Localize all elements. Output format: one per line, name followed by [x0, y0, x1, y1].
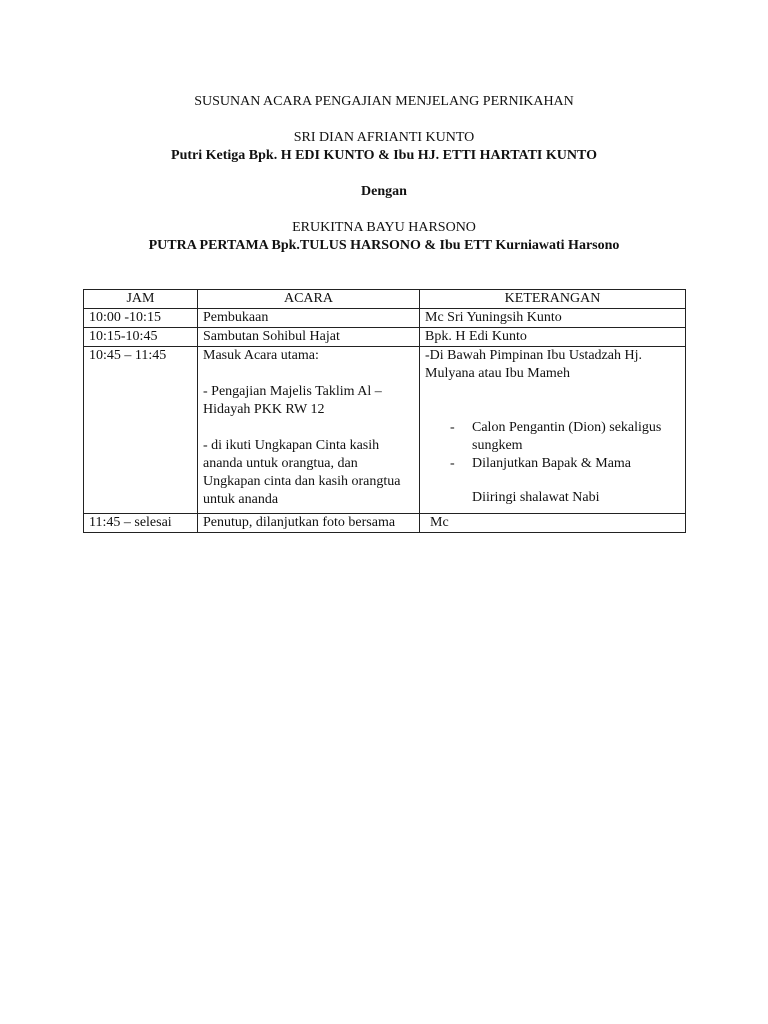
bride-parents: Putri Ketiga Bpk. H EDI KUNTO & Ibu HJ. ETTI HARTATI KUNTO	[171, 148, 597, 163]
document-title: SUSUNAN ACARA PENGAJIAN MENJELANG PERNIKAHAN	[194, 94, 574, 109]
keterangan-closing: Diiringi shalawat Nabi	[472, 490, 600, 505]
groom-name: ERUKITNA BAYU HARSONO	[292, 220, 476, 235]
bullet-dash: -	[450, 420, 455, 435]
keterangan-intro: -Di Bawah Pimpinan Ibu Ustadzah Hj. Mulyana atau Ibu Mameh	[425, 348, 642, 381]
with-text: Dengan	[361, 184, 407, 199]
cell-jam: 10:45 – 11:45	[84, 347, 198, 514]
schedule-table	[83, 289, 686, 533]
cell-acara	[198, 347, 420, 514]
column-header-jam: JAM	[84, 290, 198, 309]
cell-keterangan: Bpk. H Edi Kunto	[420, 328, 686, 347]
cell-acara: Pembukaan	[198, 309, 420, 328]
cell-keterangan: Mc	[420, 514, 686, 533]
cell-acara: Sambutan Sohibul Hajat	[198, 328, 420, 347]
cell-jam: 10:15-10:45	[84, 328, 198, 347]
cell-keterangan	[420, 347, 686, 514]
bride-name: SRI DIAN AFRIANTI KUNTO	[293, 130, 475, 145]
cell-jam: 10:00 -10:15	[84, 309, 198, 328]
acara-pengajian-line: - Pengajian Majelis Taklim Al – Hidayah PKK RW 12	[203, 384, 382, 417]
table-row	[84, 514, 686, 533]
column-header-keterangan: KETERANGAN	[420, 290, 686, 309]
bullet-text: Dilanjutkan Bapak & Mama	[472, 456, 632, 471]
table-header-row	[84, 290, 686, 309]
groom-parents: PUTRA PERTAMA Bpk.TULUS HARSONO & Ibu ETT Kurniawati Harsono	[148, 238, 620, 253]
bullet-text: Calon Pengantin (Dion) sekaligus sungkem	[472, 420, 662, 453]
bullet-dash: -	[450, 456, 455, 471]
table-row	[84, 328, 686, 347]
table-row	[84, 347, 686, 514]
acara-main-line: Masuk Acara utama:	[203, 348, 319, 363]
acara-ungkapan-line: - di ikuti Ungkapan Cinta kasih ananda untuk orangtua, dan Ungkapan cinta dan kasih orangtua untuk ananda	[203, 438, 401, 507]
list-item	[425, 455, 680, 473]
list-item	[425, 419, 680, 455]
cell-jam: 11:45 – selesai	[84, 514, 198, 533]
cell-acara: Penutup, dilanjutkan foto bersama	[198, 514, 420, 533]
cell-keterangan: Mc Sri Yuningsih Kunto	[420, 309, 686, 328]
column-header-acara: ACARA	[198, 290, 420, 309]
table-row	[84, 309, 686, 328]
